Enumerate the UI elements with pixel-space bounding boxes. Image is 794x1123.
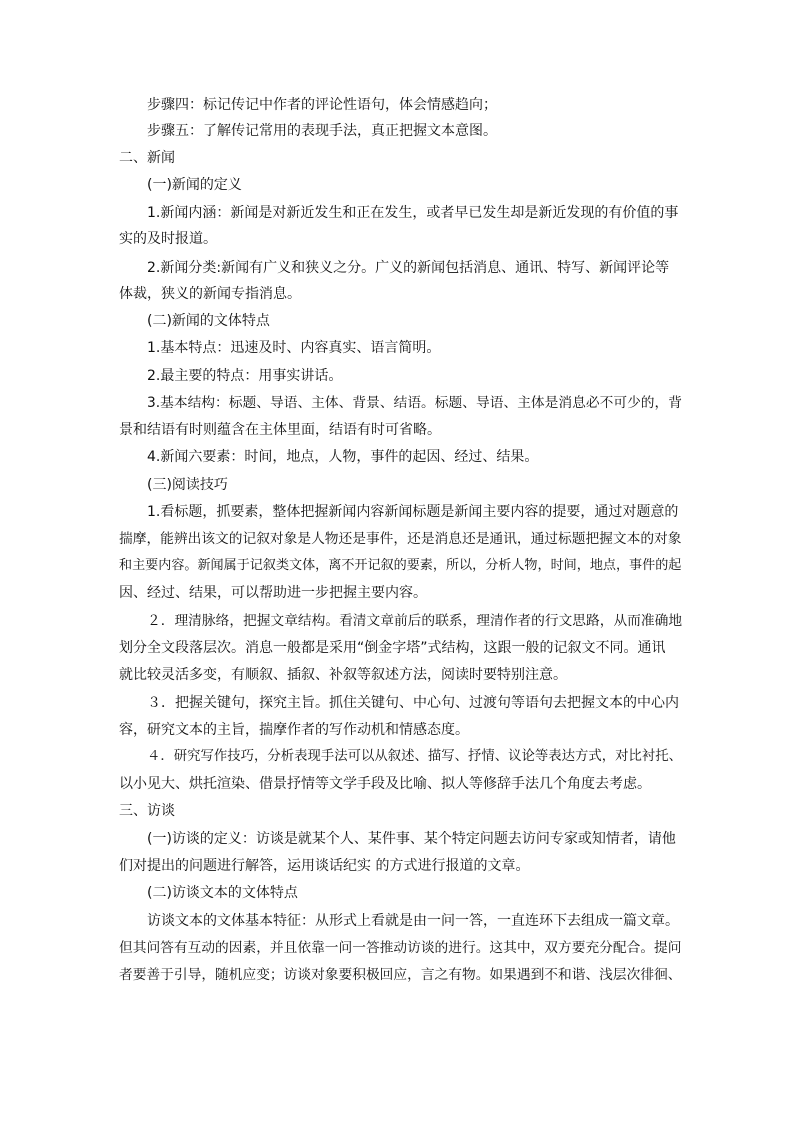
- text-line: 2.新闻分类:新闻有广义和狭义之分。广义的新闻包括消息、通讯、特写、新闻评论等: [147, 260, 670, 276]
- text-line: 3.基本结构：标题、导语、主体、背景、结语。标题、导语、主体是消息必不可少的，背: [147, 395, 683, 411]
- text-line: ２．理清脉络，把握文章结构。看清文章前后的联系，理清作者的行文思路，从而准确地: [147, 613, 683, 629]
- text-line: ４．研究写作技巧，分析表现手法可以从叙述、描写、抒情、议论等表达方式，对比衬托、: [147, 749, 683, 764]
- text-line: 和主要内容。新闻属于记叙类文体，离不开记叙的要素，所以，分析人物，时间，地点，事件的起: [119, 558, 682, 573]
- text-line: 体裁，狭义的新闻专指消息。: [119, 286, 301, 302]
- text-line: 景和结语有时则蕴含在主体里面，结语有时可省略。: [119, 422, 441, 438]
- text-line: 1.基本特点：迅速及时、内容真实、语言简明。: [147, 340, 441, 356]
- text-line: 容，研究文本的主旨，揣摩作者的写作动机和情感态度。: [119, 722, 469, 738]
- subsection-heading: (二)新闻的文体特点: [147, 313, 270, 329]
- text-line: 1.新闻内涵：新闻是对新近发生和正在发生，或者早已发生却是新近发现的有价值的事: [147, 205, 679, 221]
- text-line: 访谈文本的文体基本特征：从形式上看就是由一问一答，一直连环下去组成一篇文章。: [147, 913, 679, 929]
- subsection-heading: (二)访谈文本的文体特点: [147, 885, 298, 901]
- text-line: 们对提出的问题进行解答，运用谈话纪实 的方式进行报道的文章。: [119, 858, 530, 874]
- text-line: 以小见大、烘托渲染、借景抒情等文学手段及比喻、拟人等修辞手法几个角度去考虑。: [119, 776, 651, 792]
- text-line: ３．把握关键句，探究主旨。抓住关键句、中心句、过渡句等语句去把握文本的中心内: [147, 695, 679, 711]
- subsection-heading: (三)阅读技巧: [147, 477, 228, 493]
- text-line: 步骤五：了解传记常用的表现手法，真正把握文本意图。: [147, 123, 497, 139]
- subsection-heading: (一)新闻的定义: [147, 177, 242, 193]
- text-line: 者要善于引导，随机应变；访谈对象要积极回应，言之有物。如果遇到不和谐、浅层次徘徊、: [119, 967, 682, 983]
- section-heading: 三、访谈: [119, 803, 175, 819]
- text-line: 就比较灵活多变，有顺叙、插叙、补叙等叙述方法，阅读时要特别注意。: [119, 667, 567, 683]
- text-line: 揣摩，能辨出该文的记叙对象是人物还是事件，还是消息还是通讯，通过标题把握文本的对象: [119, 531, 682, 547]
- text-line: 因、经过、结果，可以帮助进一步把握主要内容。: [119, 585, 427, 601]
- text-line: 但其问答有互动的因素，并且依靠一问一答推动访谈的进行。这其中，双方要充分配合。提问: [119, 940, 682, 956]
- text-line: 2.最主要的特点：用事实讲话。: [147, 368, 343, 384]
- text-line: 实的及时报道。: [119, 231, 217, 247]
- text-line: 1.看标题，抓要素，整体把握新闻内容新闻标题是新闻主要内容的提要，通过对题意的: [147, 504, 679, 520]
- section-heading: 二、新闻: [119, 150, 175, 166]
- text-line: (一)访谈的定义：访谈是就某个人、某件事、某个特定问题去访问专家或知情者，请他: [147, 831, 676, 847]
- text-line: 4.新闻六要素：时间，地点，人物，事件的起因、经过、结果。: [147, 449, 539, 465]
- text-line: 步骤四：标记传记中作者的评论性语句，体会情感趋向；: [147, 97, 497, 113]
- text-line: 划分全文段落层次。消息一般都是采用“倒金字塔”式结构，这跟一般的记叙文不同。通讯: [119, 640, 666, 656]
